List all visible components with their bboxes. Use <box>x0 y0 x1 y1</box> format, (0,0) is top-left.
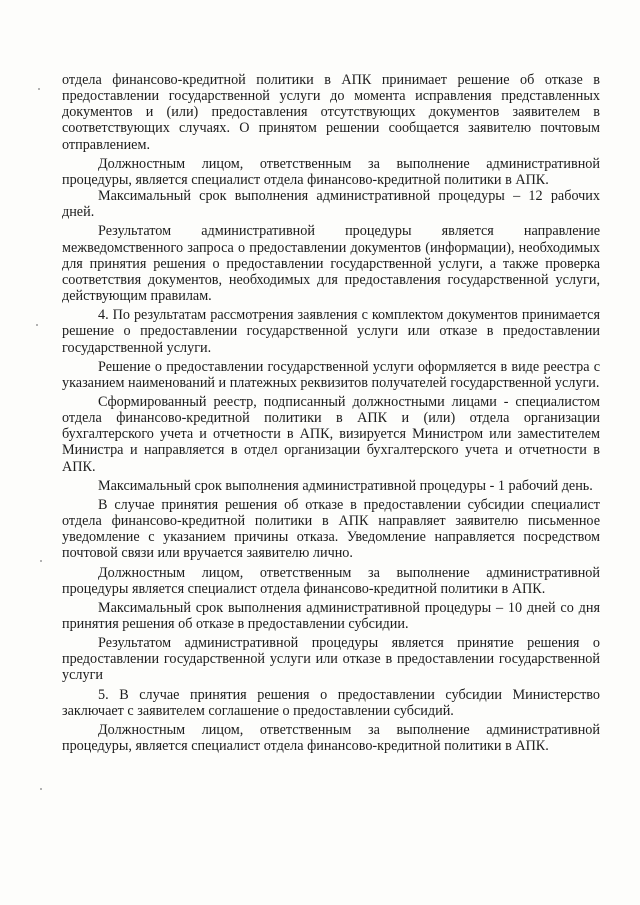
paragraph: Максимальный срок выполнения административной процедуры – 10 дней со дня принятия решения об отказе в предоставлении субсидии. <box>62 599 600 632</box>
paragraph: Решение о предоставлении государственной услуги оформляется в виде реестра с указанием наименований и платежных реквизитов получателей государственной услуги. <box>62 358 600 391</box>
scan-speck <box>36 324 38 326</box>
scan-speck <box>40 788 42 790</box>
paragraph: Результатом административной процедуры является принятие решения о предоставлении государственной услуги или отказе в предоставлении государственной услуги <box>62 635 600 684</box>
paragraph: 5. В случае принятия решения о предоставлении субсидии Министерство заключает с заявителем соглашение о предоставлении субсидий. <box>62 686 600 719</box>
paragraph: В случае принятия решения об отказе в предоставлении субсидии специалист отдела финансово-кредитной политики в АПК направляет заявителю письменное уведомление с указанием причины отказа. Уведомление направляется посредством почтовой связи или вручается заявителю лично. <box>62 496 600 562</box>
paragraph: Сформированный реестр, подписанный должностными лицами - специалистом отдела финансово-кредитной политики в АПК и (или) отдела организации бухгалтерского учета и отчетности в АПК, визируется Министром или заместителем Министра и направляется в отдел организации бухгалтерского учета и отчетности в АПК. <box>62 393 600 475</box>
paragraph: 4. По результатам рассмотрения заявления с комплектом документов принимается решение о предоставлении государственной услуги или отказе в предоставлении государственной услуги. <box>62 307 600 356</box>
paragraph: Должностным лицом, ответственным за выполнение административной процедуры является специалист отдела финансово-кредитной политики в АПК. <box>62 564 600 597</box>
paragraph: отдела финансово-кредитной политики в АПК принимает решение об отказе в предоставлении государственной услуги до момента исправления представленных документов и (или) предоставления отсутствующих документов заявителем в соответствующих случаях. О принятом решении сообщается заявителю почтовым отправлением. <box>62 72 600 153</box>
scan-speck <box>38 88 40 90</box>
paragraph: Должностным лицом, ответственным за выполнение административной процедуры, является специалист отдела финансово-кредитной политики в АПК. <box>62 721 600 755</box>
paragraph: Результатом административной процедуры является направление межведомственного запроса о предоставлении документов (информации), необходимых для принятия решения о предоставлении государственной услуги, а также проверка соответствия документов, необходимых для предоставления государственной услуги, действующим правилам. <box>62 223 600 305</box>
paragraph: Максимальный срок выполнения административной процедуры – 12 рабочих дней. <box>62 188 600 221</box>
document-body <box>62 72 600 754</box>
paragraph: Должностным лицом, ответственным за выполнение административной процедуры, является специалист отдела финансово-кредитной политики в АПК. <box>62 155 600 188</box>
paragraph: Максимальный срок выполнения административной процедуры - 1 рабочий день. <box>98 477 593 494</box>
scan-speck <box>40 560 42 562</box>
